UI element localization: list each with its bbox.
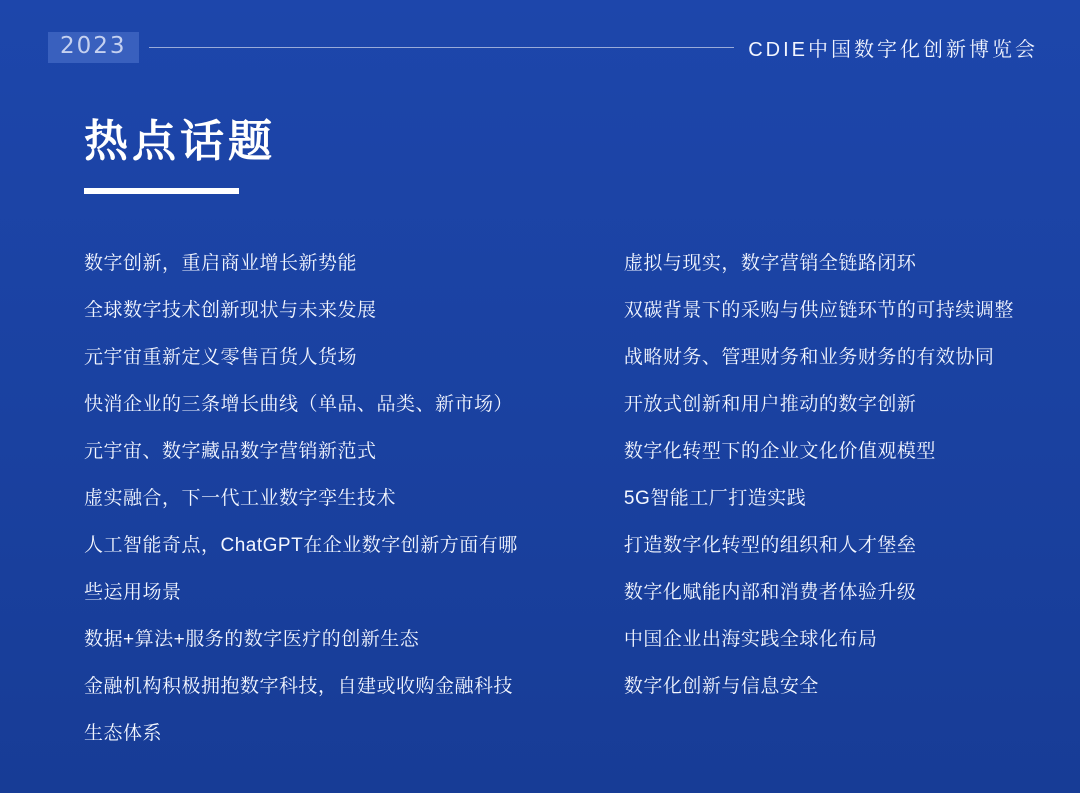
list-item: 5G智能工厂打造实践: [623, 488, 807, 509]
list-item: 数字化赋能内部和消费者体验升级: [623, 582, 917, 603]
topics-column-right: [624, 240, 1040, 757]
list-item: 数字化转型下的企业文化价值观模型: [623, 441, 936, 462]
year-badge: 2023: [48, 32, 139, 63]
list-item: 双碳背景下的采购与供应链环节的可持续调整: [623, 300, 1014, 321]
list-item: 虚拟与现实，数字营销全链路闭环: [623, 253, 917, 274]
topics-column-left: [84, 240, 624, 757]
topics-container: [84, 240, 1040, 757]
list-item-continuation: 些运用场景: [84, 582, 182, 603]
list-item: 人工智能奇点，ChatGPT在企业数字创新方面有哪: [84, 535, 518, 556]
list-item: 快消企业的三条增长曲线（单品、品类、新市场）: [84, 394, 514, 415]
list-item: 数字化创新与信息安全: [623, 676, 819, 697]
list-item: 打造数字化转型的组织和人才堡垒: [623, 535, 917, 556]
list-item: 全球数字技术创新现状与未来发展: [84, 300, 377, 321]
list-item: 开放式创新和用户推动的数字创新: [623, 394, 917, 415]
list-item: 金融机构积极拥抱数字科技，自建或收购金融科技: [84, 676, 514, 697]
list-item-continuation: 生态体系: [84, 723, 163, 744]
list-item: 虚实融合，下一代工业数字孪生技术: [84, 488, 397, 509]
list-item: 数字创新，重启商业增长新势能: [84, 253, 358, 274]
list-item: 战略财务、管理财务和业务财务的有效协同: [623, 347, 995, 368]
event-title: CDIE中国数字化创新博览会: [748, 38, 1038, 61]
header-divider: [149, 47, 735, 48]
title-block: [84, 118, 276, 194]
slide-header: [48, 30, 1038, 64]
list-item: 数据+算法+服务的数字医疗的创新生态: [84, 629, 420, 650]
list-item: 中国企业出海实践全球化布局: [623, 629, 878, 650]
list-item: 元宇宙重新定义零售百货人货场: [84, 347, 358, 368]
list-item: 元宇宙、数字藏品数字营销新范式: [84, 441, 377, 462]
title-underline: [84, 188, 239, 194]
page-title: 热点话题: [84, 117, 276, 166]
